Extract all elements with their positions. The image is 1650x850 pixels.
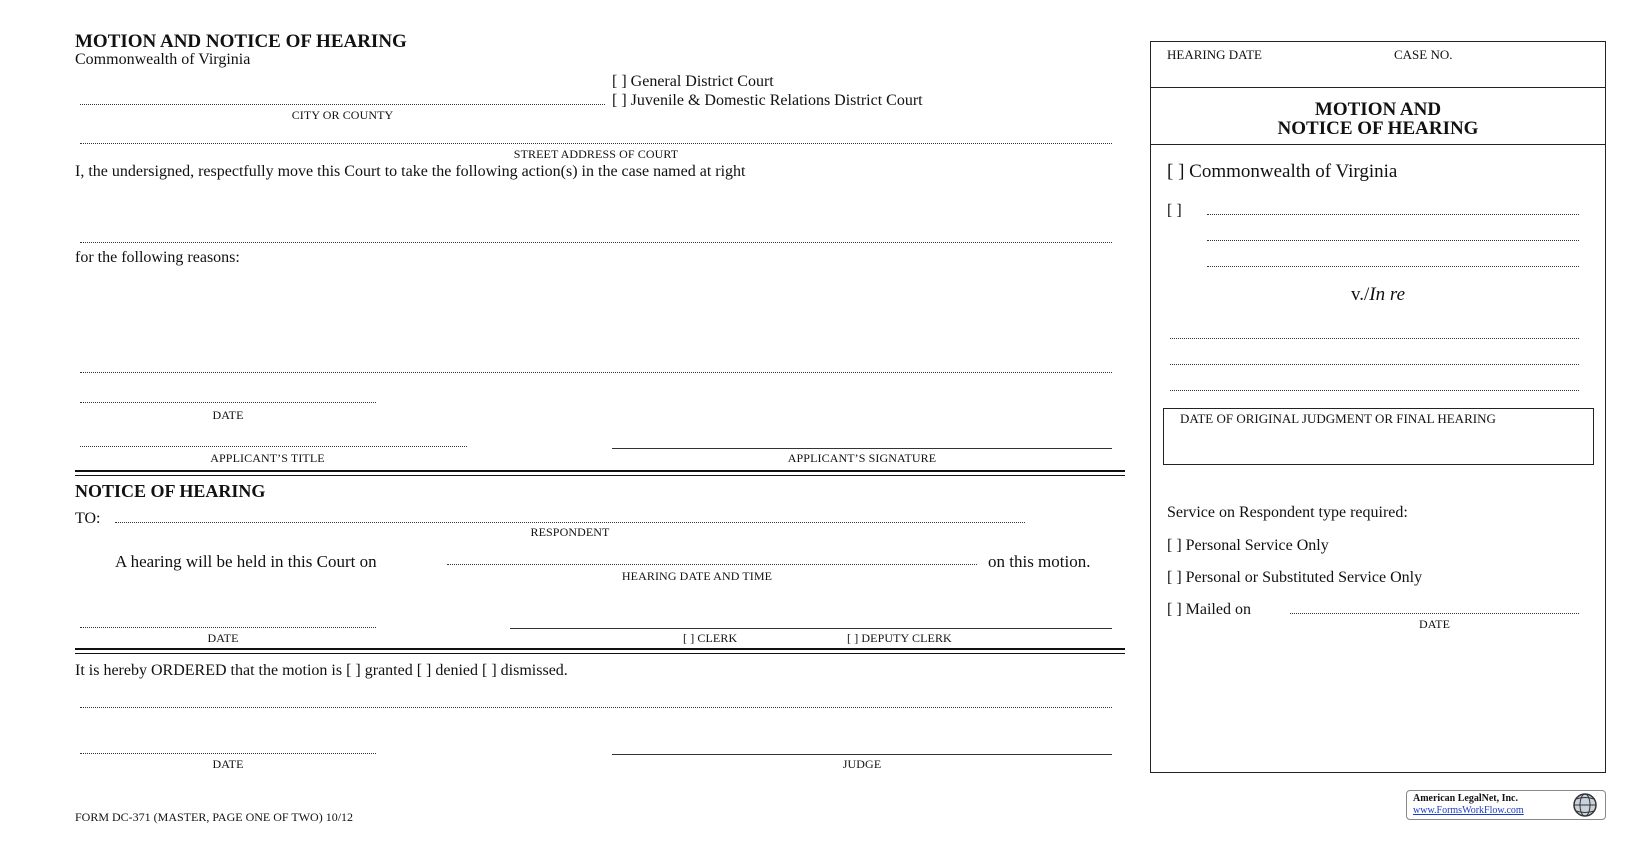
- section-divider: [75, 648, 1125, 654]
- respondent-caption: RESPONDENT: [530, 525, 610, 539]
- order-date-caption: DATE: [212, 757, 244, 771]
- hearing-prefix: A hearing will be held in this Court on: [115, 552, 377, 571]
- defendant-address-field[interactable]: [1170, 364, 1579, 365]
- city-county-caption: CITY OR COUNTY: [291, 108, 394, 122]
- to-label: TO:: [75, 510, 101, 527]
- section-divider: [75, 470, 1125, 476]
- case-number-label: CASE NO.: [1394, 47, 1453, 62]
- in-re-text: In re: [1369, 284, 1405, 305]
- motion-date-caption: DATE: [212, 408, 244, 422]
- defendant-address-field-2[interactable]: [1170, 390, 1579, 391]
- service-heading: Service on Respondent type required:: [1167, 504, 1408, 521]
- motion-statement: I, the undersigned, respectfully move this Court to take the following action(s) in the case named at right: [75, 163, 746, 180]
- hearing-datetime-caption: HEARING DATE AND TIME: [621, 569, 773, 583]
- reasons-field[interactable]: [80, 372, 1112, 373]
- form-id: FORM DC-371 (MASTER, PAGE ONE OF TWO) 10/12: [75, 810, 354, 824]
- order-details-field[interactable]: [80, 707, 1112, 708]
- mailed-service-checkbox[interactable]: [ ] Mailed on: [1167, 601, 1251, 618]
- clerk-signature-line[interactable]: [510, 628, 1112, 629]
- notice-heading: NOTICE OF HEARING: [75, 481, 266, 501]
- city-county-field[interactable]: [80, 104, 605, 105]
- motion-date-field[interactable]: [80, 402, 376, 403]
- sidebar-divider: [1150, 87, 1606, 88]
- publisher-logo: [1406, 790, 1606, 820]
- order-statement: It is hereby ORDERED that the motion is [ ] granted [ ] denied [ ] dismissed.: [75, 662, 568, 679]
- general-district-court-checkbox[interactable]: [ ] General District Court: [612, 73, 774, 90]
- form-title: MOTION AND NOTICE OF HEARING: [75, 31, 407, 52]
- hearing-date-label: HEARING DATE: [1167, 47, 1262, 62]
- plaintiff-address-field[interactable]: [1207, 240, 1579, 241]
- commonwealth-party-checkbox[interactable]: [ ] Commonwealth of Virginia: [1167, 161, 1398, 182]
- order-date-field[interactable]: [80, 753, 376, 754]
- reasons-label: for the following reasons:: [75, 249, 240, 266]
- plaintiff-address-field-2[interactable]: [1207, 266, 1579, 267]
- respondent-field[interactable]: [115, 522, 1025, 523]
- judge-caption: JUDGE: [842, 757, 882, 771]
- mailed-date-caption: DATE: [1418, 617, 1451, 631]
- original-judgment-label: DATE OF ORIGINAL JUDGMENT OR FINAL HEARING: [1180, 411, 1496, 426]
- notice-date-caption: DATE: [207, 631, 239, 645]
- applicant-title-caption: APPLICANT’S TITLE: [210, 451, 325, 465]
- publisher-name: American LegalNet, Inc.: [1413, 793, 1518, 804]
- versus-label: [1150, 284, 1606, 306]
- personal-service-checkbox[interactable]: [ ] Personal Service Only: [1167, 537, 1329, 554]
- globe-icon: [1571, 792, 1599, 818]
- requested-action-field[interactable]: [80, 242, 1112, 243]
- jurisdiction-label: Commonwealth of Virginia: [75, 51, 251, 68]
- hearing-suffix: on this motion.: [988, 552, 1091, 571]
- sidebar-divider: [1150, 144, 1606, 145]
- judge-signature-line[interactable]: [612, 754, 1112, 755]
- mailed-date-field[interactable]: [1290, 613, 1579, 614]
- notice-date-field[interactable]: [80, 627, 376, 628]
- sidebar-title-line1: MOTION AND: [1314, 99, 1442, 120]
- applicant-signature-line[interactable]: [612, 448, 1112, 449]
- defendant-name-field[interactable]: [1170, 338, 1579, 339]
- substituted-service-checkbox[interactable]: [ ] Personal or Substituted Service Only: [1167, 569, 1423, 586]
- other-party-checkbox[interactable]: [ ]: [1167, 202, 1182, 219]
- applicant-title-field[interactable]: [80, 446, 467, 447]
- case-sidebar: [1150, 41, 1606, 773]
- plaintiff-name-field[interactable]: [1207, 214, 1579, 215]
- street-address-field[interactable]: [80, 143, 1112, 144]
- hearing-datetime-field[interactable]: [447, 564, 977, 565]
- street-address-caption: STREET ADDRESS OF COURT: [513, 147, 679, 161]
- versus-text: v./: [1351, 284, 1370, 305]
- deputy-clerk-checkbox[interactable]: [ ] DEPUTY CLERK: [847, 631, 952, 645]
- publisher-url-link[interactable]: www.FormsWorkFlow.com: [1413, 805, 1524, 816]
- clerk-checkbox[interactable]: [ ] CLERK: [683, 631, 738, 645]
- jdr-district-court-checkbox[interactable]: [ ] Juvenile & Domestic Relations District Court: [612, 92, 923, 109]
- sidebar-title-line2: NOTICE OF HEARING: [1277, 118, 1479, 139]
- applicant-signature-caption: APPLICANT’S SIGNATURE: [787, 451, 937, 465]
